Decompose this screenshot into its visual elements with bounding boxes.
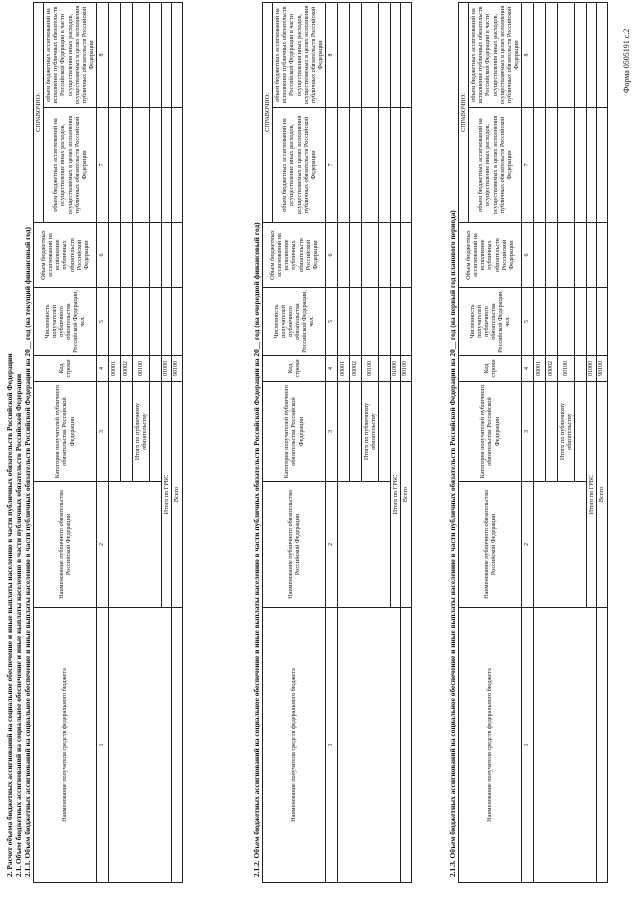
total-obligation-label: Итого по публичному обязательству (133, 382, 150, 482)
row-code: 00001 (109, 356, 121, 382)
header-other-obligations: объем бюджетных ассигнований на исполнение публичных обязательств Российской Федерации в части осуществления иных расходов, осуществляемых в целях исполнения публичных обязательств Российской Федерации (44, 3, 97, 108)
data-cell[interactable] (109, 608, 172, 883)
col-number: 1 (522, 608, 534, 883)
data-cell[interactable] (150, 382, 162, 482)
header-obligation: Наименование публичного обязательства Российской Федерации (34, 482, 97, 608)
data-cell[interactable] (401, 108, 411, 223)
total-grbs-label: Итого по ГРБС (162, 382, 172, 608)
data-cell[interactable] (546, 223, 558, 288)
col-number: 8 (97, 3, 109, 108)
col-number: 7 (97, 108, 109, 223)
data-cell[interactable] (597, 288, 607, 356)
data-cell[interactable] (534, 482, 587, 608)
data-cell[interactable] (534, 3, 546, 108)
table-2-1-2 (262, 2, 412, 883)
header-recipient: Наименование получателя средств федерального бюджета (34, 608, 97, 883)
data-cell[interactable] (534, 223, 546, 288)
data-cell[interactable] (534, 382, 546, 482)
data-cell[interactable] (401, 3, 411, 108)
col-number: 1 (97, 608, 109, 883)
data-cell[interactable] (162, 3, 172, 108)
data-cell[interactable] (109, 482, 162, 608)
form-number: Форма 0505191 с.2 (622, 28, 631, 93)
data-cell[interactable] (338, 223, 350, 288)
header-code: Код строки (263, 356, 326, 382)
header-other-expenses: объем бюджетных ассигнований на осуществление иных расходов, осуществляемых в целях исполнения публичных обязательств Российской Федерации (44, 108, 97, 223)
data-cell[interactable] (362, 223, 379, 288)
data-cell[interactable] (350, 382, 362, 482)
row-code: 90100 (597, 356, 607, 382)
data-cell[interactable] (172, 223, 182, 288)
data-cell[interactable] (109, 288, 121, 356)
data-cell[interactable] (546, 108, 558, 223)
data-cell[interactable] (534, 608, 597, 883)
row-code: 01000 (587, 356, 597, 382)
header-count: Численность получателей публичного обязательства Российской Федерации, чел. (34, 288, 97, 356)
data-cell[interactable] (121, 288, 133, 356)
row-code: 00002 (350, 356, 362, 382)
data-cell[interactable] (362, 288, 379, 356)
header-count: Численность получателей публичного обязательства Российской Федерации, чел. (459, 288, 522, 356)
data-cell[interactable] (338, 108, 350, 223)
data-cell[interactable] (391, 3, 401, 108)
data-cell[interactable] (587, 108, 597, 223)
header-volume: Объем бюджетных ассигнований на исполнение публичных обязательств Российской Федерации (263, 223, 326, 288)
col-number: 4 (97, 356, 109, 382)
col-number: 5 (326, 288, 338, 356)
data-cell[interactable] (338, 608, 401, 883)
data-cell[interactable] (575, 382, 587, 482)
row-code: 00001 (534, 356, 546, 382)
data-cell[interactable] (546, 288, 558, 356)
data-cell[interactable] (350, 3, 362, 108)
data-cell[interactable] (401, 223, 411, 288)
data-cell[interactable] (558, 288, 575, 356)
heading-section-2-1-1: 2.1.1. Объем бюджетных ассигнований на социальное обеспечение и иные выплаты населению в части публичных обязательств Российской Федерации на 20__ год (на текущий финансовый год) (23, 227, 32, 877)
col-number: 1 (326, 608, 338, 883)
data-cell[interactable] (338, 288, 350, 356)
col-number: 8 (522, 3, 534, 108)
header-volume: Объем бюджетных ассигнований на исполнение публичных обязательств Российской Федерации (459, 223, 522, 288)
total-obligation-label: Итого по публичному обязательству (362, 382, 379, 482)
grand-total-label: Всего (172, 382, 182, 608)
col-number: 7 (522, 108, 534, 223)
header-recipient: Наименование получателя средств федерального бюджета (263, 608, 326, 883)
total-obligation-label: Итого по публичному обязательству (558, 382, 575, 482)
data-cell[interactable] (379, 382, 391, 482)
data-cell[interactable] (350, 108, 362, 223)
header-other-expenses: объем бюджетных ассигнований на осуществление иных расходов, осуществляемых в целях исполнения публичных обязательств Российской Федерации (273, 108, 326, 223)
data-cell[interactable] (350, 288, 362, 356)
data-cell[interactable] (162, 108, 172, 223)
data-cell[interactable] (162, 223, 172, 288)
data-cell[interactable] (546, 382, 558, 482)
data-cell[interactable] (109, 108, 121, 223)
col-number: 7 (326, 108, 338, 223)
row-code: 01000 (391, 356, 401, 382)
header-obligation: Наименование публичного обязательства Российской Федерации (263, 482, 326, 608)
header-obligation: Наименование публичного обязательства Российской Федерации (459, 482, 522, 608)
col-number: 3 (522, 382, 534, 482)
header-reference: СПРАВОЧНО: (459, 3, 469, 223)
header-category: Категория получателей публичного обязательства Российской Федерации (263, 382, 326, 482)
row-code: 00100 (558, 356, 575, 382)
col-number: 6 (97, 223, 109, 288)
col-number: 3 (326, 382, 338, 482)
data-cell[interactable] (172, 108, 182, 223)
col-number: 6 (522, 223, 534, 288)
data-cell[interactable] (546, 3, 558, 108)
col-number: 2 (522, 482, 534, 608)
data-cell[interactable] (391, 223, 401, 288)
row-code: 00001 (338, 356, 350, 382)
data-cell[interactable] (587, 3, 597, 108)
header-volume: Объем бюджетных ассигнований на исполнение публичных обязательств Российской Федерации (34, 223, 97, 288)
row-code: 90100 (401, 356, 411, 382)
data-cell[interactable] (121, 382, 133, 482)
data-cell[interactable] (172, 3, 182, 108)
grand-total-label: Всего (597, 382, 607, 608)
col-number: 4 (522, 356, 534, 382)
header-other-obligations: объем бюджетных ассигнований на исполнение публичных обязательств Российской Федерации в части осуществления иных расходов, осуществляемых в целях исполнения публичных обязательств Российской Федерации (469, 3, 522, 108)
total-grbs-label: Итого по ГРБС (391, 382, 401, 608)
data-cell[interactable] (338, 382, 350, 482)
header-category: Категория получателей публичного обязательства Российской Федерации (459, 382, 522, 482)
col-number: 4 (326, 356, 338, 382)
col-number: 3 (97, 382, 109, 482)
data-cell[interactable] (587, 288, 597, 356)
total-grbs-label: Итого по ГРБС (587, 382, 597, 608)
data-cell[interactable] (109, 223, 121, 288)
row-code: 90100 (172, 356, 182, 382)
data-cell[interactable] (587, 223, 597, 288)
row-code: 00002 (546, 356, 558, 382)
header-recipient: Наименование получателя средств федерального бюджета (459, 608, 522, 883)
heading-section-2-1-2: 2.1.2. Объем бюджетных ассигнований на социальное обеспечение и иные выплаты населению в части публичных обязательств Российской Федерации на 20__ год (на очередной финансовый год) (252, 222, 261, 877)
header-code: Код строки (459, 356, 522, 382)
header-other-expenses: объем бюджетных ассигнований на осуществление иных расходов, осуществляемых в целях исполнения публичных обязательств Российской Федерации (469, 108, 522, 223)
data-cell[interactable] (558, 3, 575, 108)
data-cell[interactable] (597, 3, 607, 108)
data-cell[interactable] (162, 288, 172, 356)
col-number: 8 (326, 3, 338, 108)
data-cell[interactable] (133, 223, 150, 288)
data-cell[interactable] (534, 288, 546, 356)
data-cell[interactable] (350, 223, 362, 288)
data-cell[interactable] (401, 288, 411, 356)
data-cell[interactable] (362, 3, 379, 108)
data-cell[interactable] (362, 108, 379, 223)
header-count: Численность получателей публичного обязательства Российской Федерации, чел. (263, 288, 326, 356)
header-reference: СПРАВОЧНО: (263, 3, 273, 223)
data-cell[interactable] (133, 108, 150, 223)
grand-total-label: Всего (401, 382, 411, 608)
data-cell[interactable] (109, 382, 121, 482)
col-number: 5 (522, 288, 534, 356)
data-cell[interactable] (391, 288, 401, 356)
data-cell[interactable] (558, 108, 575, 223)
table-2-1-1 (33, 2, 183, 883)
col-number: 2 (97, 482, 109, 608)
data-cell[interactable] (121, 3, 133, 108)
row-code: 01000 (162, 356, 172, 382)
data-cell[interactable] (338, 3, 350, 108)
col-number: 6 (326, 223, 338, 288)
table-2-1-3 (458, 2, 608, 883)
heading-section-2-1-3: 2.1.3. Объем бюджетных ассигнований на социальное обеспечение и иные выплаты населению в части публичных обязательств Российской Федерации на 20__ год (на первый год планового периода) (448, 210, 457, 877)
row-code: 00100 (133, 356, 150, 382)
data-cell[interactable] (172, 288, 182, 356)
header-other-obligations: объем бюджетных ассигнований на исполнение публичных обязательств Российской Федерации в части осуществления иных расходов, осуществляемых в целях исполнения публичных обязательств Российской Федерации (273, 3, 326, 108)
data-cell[interactable] (338, 482, 391, 608)
data-cell[interactable] (534, 108, 546, 223)
heading-section-2: 2. Расчет объема бюджетных ассигнований на социальное обеспечение и иные выплаты населению в части публичных обязательств Российской Федерации (5, 353, 14, 877)
data-cell[interactable] (133, 3, 150, 108)
data-cell[interactable] (391, 108, 401, 223)
col-number: 5 (97, 288, 109, 356)
header-category: Категория получателей публичного обязательства Российской Федерации (34, 382, 97, 482)
heading-section-2-1: 2.1. Объем бюджетных ассигнований на социальное обеспечение и иные выплаты населению в части публичных обязательств Российской Федерации (14, 373, 23, 877)
row-code: 00002 (121, 356, 133, 382)
row-code: 00100 (362, 356, 379, 382)
data-cell[interactable] (121, 108, 133, 223)
data-cell[interactable] (597, 223, 607, 288)
data-cell[interactable] (597, 108, 607, 223)
data-cell[interactable] (121, 223, 133, 288)
header-reference: СПРАВОЧНО: (34, 3, 44, 223)
data-cell[interactable] (558, 223, 575, 288)
data-cell[interactable] (109, 3, 121, 108)
header-code: Код строки (34, 356, 97, 382)
data-cell[interactable] (133, 288, 150, 356)
col-number: 2 (326, 482, 338, 608)
